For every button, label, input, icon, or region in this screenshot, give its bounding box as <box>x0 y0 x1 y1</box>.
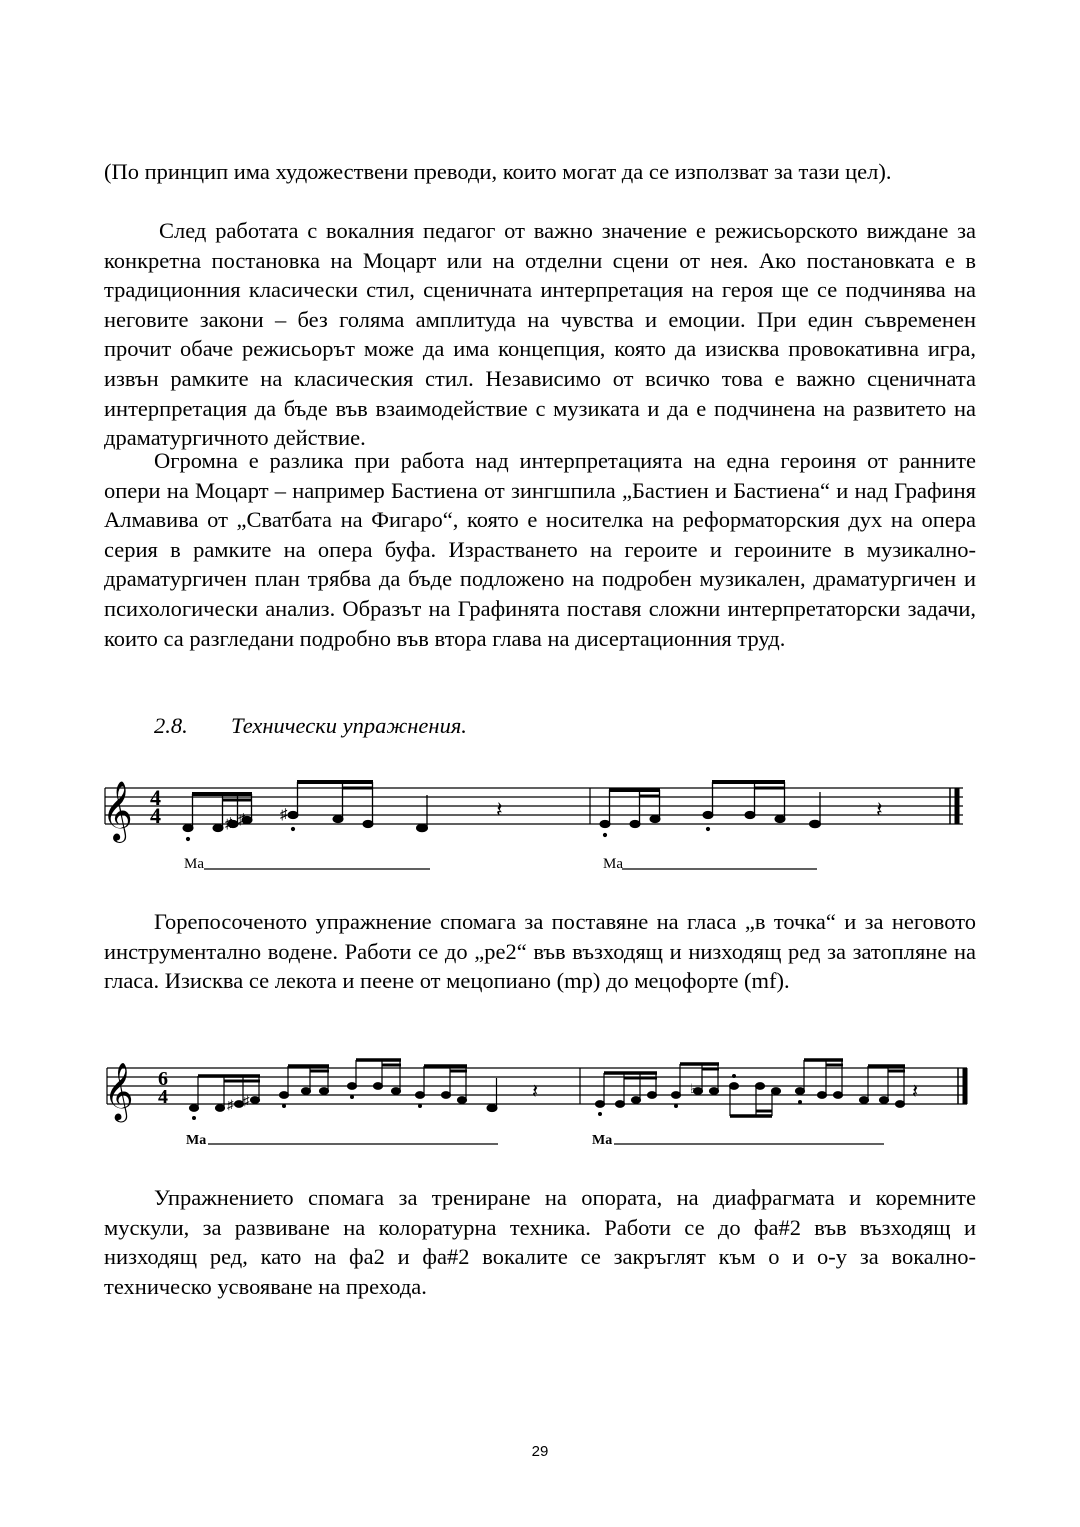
svg-text:𝄽: 𝄽 <box>532 1081 539 1103</box>
section-heading <box>154 711 467 741</box>
time-signature-bottom: 4 <box>158 1086 168 1108</box>
music-exercise-2 <box>100 1056 970 1156</box>
svg-text:♯: ♯ <box>280 807 288 823</box>
svg-text:♭: ♭ <box>690 1081 697 1096</box>
svg-text:♯: ♯ <box>243 1093 250 1108</box>
section-number: 2.8. <box>154 713 188 738</box>
time-signature-top: 6 <box>158 1068 168 1090</box>
lyric-syllable-2: Ma <box>592 1133 613 1148</box>
measure-2 <box>600 782 883 837</box>
paragraph-5: Упражнението спомага за трениране на опората, на диафрагмата и коремните мускули, за развиване на колоратурна техника. Работи се до фа#2 във възходящ и низходящ ред, като на фа2 и фа#2 вокалите се закръглят към о и о-у за вокално-техническо усвояване на прехода. <box>104 1185 976 1299</box>
svg-text:𝄽: 𝄽 <box>876 797 883 822</box>
time-signature-top: 4 <box>150 785 161 810</box>
paragraph-4: Горепосоченото упражнение спомага за поставяне на гласа „в точка“ и за неговото инструментално водене. Работи се до „ре2“ във възходящ и низходящ ред за затопляне на гласа. Изисква се лекота и пеене от мецопиано (mp) до мецофорте (mf). <box>104 909 976 994</box>
lyric-syllable-1: Ma <box>184 856 204 872</box>
svg-text:♯: ♯ <box>225 816 233 832</box>
lyric-syllable-1: Ma <box>186 1133 207 1148</box>
svg-text:𝄽: 𝄽 <box>496 797 503 822</box>
measure-1 <box>183 782 503 841</box>
treble-clef-icon: 𝄞 <box>104 1062 134 1120</box>
paragraph-2: След работата с вокалния педагог от важно значение е режисьорското виждане за конкретна постановка на Моцарт или на отделни сцени от нея. Ако постановката е в традиционния класически стил, сценичната интерпретация на героя ще се подчинява на неговите закони – без голяма амплитуда на чувства и емоции. При един съвременен прочит обаче режисьорът може да има концепция, която да изисква провокативна игра, извън рамките на класическия стил. Независимо от всичко това е важно сценичната интерпретация да бъде във взаимодействие с музиката и да е подчинена на развитето на драматургичното действие. <box>104 218 976 451</box>
svg-text:♯: ♯ <box>227 1097 234 1112</box>
paragraph-1: (По принцип има художествени преводи, които могат да се използват за тази цел). <box>104 159 892 184</box>
measure-1 <box>189 1060 538 1120</box>
paragraph-3: Огромна е разлика при работа над интерпретацията на една героиня от ранните опери на Моцарт – например Бастиена от зингшпила „Бастиен и Бастиена“ и над Графиня Алмавива от „Сватбата на Фигаро“, която е носителка на реформаторския дух на опера серия в рамките на опера буфа. Израстването на героите и героините в музикално-драматургичен план трябва да бъде подложено на подробен музикален, драматургичен и психологически анализ. Образът на Графинята поставя сложни интерпретаторски задачи, които са разгледани подробно във втора глава на дисертационния труд. <box>104 448 976 651</box>
music-exercise-1 <box>100 770 970 880</box>
page-number: 29 <box>531 1443 549 1460</box>
section-title: Технически упражнения. <box>231 713 467 738</box>
svg-text:♯: ♯ <box>238 812 246 828</box>
time-signature-bottom: 4 <box>150 803 161 828</box>
lyric-syllable-2: Ma <box>603 856 623 872</box>
svg-text:𝄽: 𝄽 <box>912 1081 919 1103</box>
treble-clef-icon: 𝄞 <box>102 781 133 841</box>
